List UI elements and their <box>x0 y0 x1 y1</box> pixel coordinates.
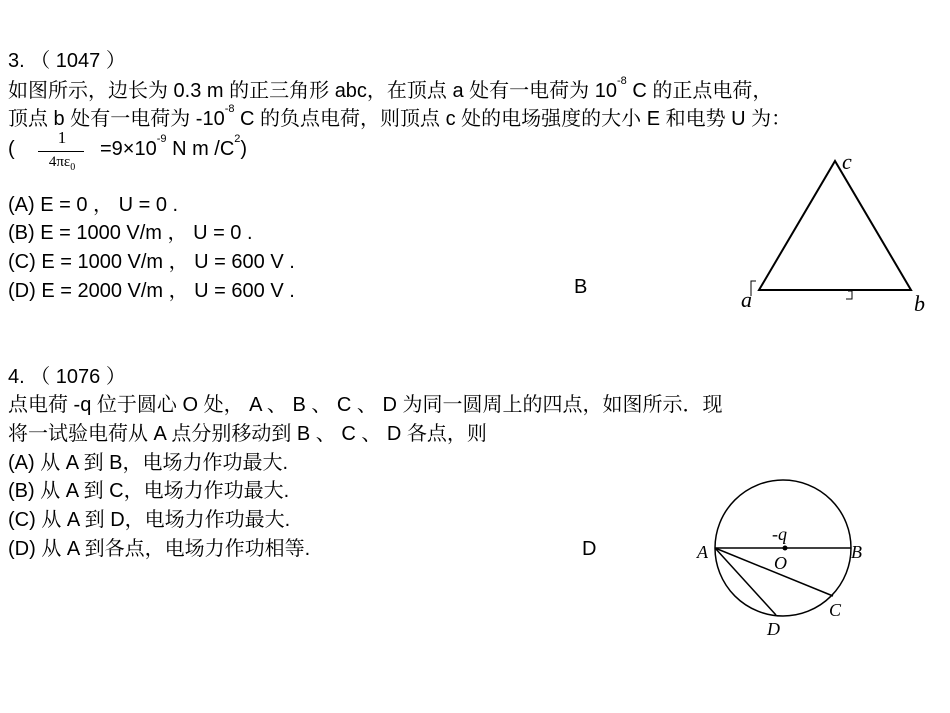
label-b-point: B <box>851 542 862 562</box>
q4-answer: D <box>582 538 597 560</box>
label-c-point: C <box>829 600 842 620</box>
label-o: O <box>774 553 787 573</box>
circle-figure <box>696 480 862 639</box>
q3-formula-denominator: $4\pi\varepsilon_0$ <box>48 154 76 173</box>
q4-option-a: (A) 从 A 到 B，电场力作功最大. <box>8 452 289 474</box>
q3-option-a: (A) E = 0 ， U = 0 . <box>8 194 179 216</box>
label-b: b <box>914 291 925 316</box>
label-d-point: D <box>767 619 780 639</box>
q4-option-c: (C) 从 A 到 D，电场力作功最大. <box>8 509 291 531</box>
q4-stem-line2: 将一试验电荷从 A 点分别移动到 B 、 C 、 D 各点，则 <box>8 423 487 445</box>
q3-option-d: (D) E = 2000 V/m ， U = 600 V . <box>8 280 295 302</box>
center-point <box>783 546 788 551</box>
label-a-point: A <box>697 542 708 562</box>
label-q: -q <box>772 524 787 544</box>
triangle-abc <box>759 161 911 290</box>
q3-option-b: (B) E = 1000 V/m ， U = 0 . <box>8 222 253 244</box>
q3-formula-numerator: 1 <box>57 128 67 147</box>
q3-option-c: (C) E = 1000 V/m ， U = 600 V . <box>8 251 295 273</box>
q3-formula-value: $=9\times 10^{-9}$ N m $/C^2$) <box>100 133 248 160</box>
q4-stem-line1: 点电荷 -q 位于圆心 O 处， A 、 B 、 C 、 D 为同一圆周上的四点，如图所示．现 <box>8 394 723 416</box>
q4-option-b: (B) 从 A 到 C，电场力作功最大. <box>8 480 290 502</box>
q4-option-d: (D) 从 A 到各点，电场力作功相等. <box>8 538 311 560</box>
triangle-figure <box>741 149 925 316</box>
q3-formula-open: ( <box>8 138 15 160</box>
label-c: c <box>842 149 852 174</box>
q3-number: 3. （ 1047 ） <box>8 50 126 72</box>
q3-stem-line2: 顶点 b 处有一电荷为 $-10^{-8}$ C 的负点电荷，则顶点 c 处的电场强度的大小 E 和电势 U 为： <box>8 103 792 130</box>
q3-answer: B <box>574 276 588 298</box>
label-a: a <box>741 287 752 312</box>
q4-number: 4. （ 1076 ） <box>8 366 126 388</box>
right-bracket-b <box>846 291 852 299</box>
q3-stem-line1: 如图所示，边长为 0.3 m 的正三角形 abc，在顶点 a 处有一电荷为 $10^{-8}$ C 的正点电荷， <box>8 75 773 102</box>
